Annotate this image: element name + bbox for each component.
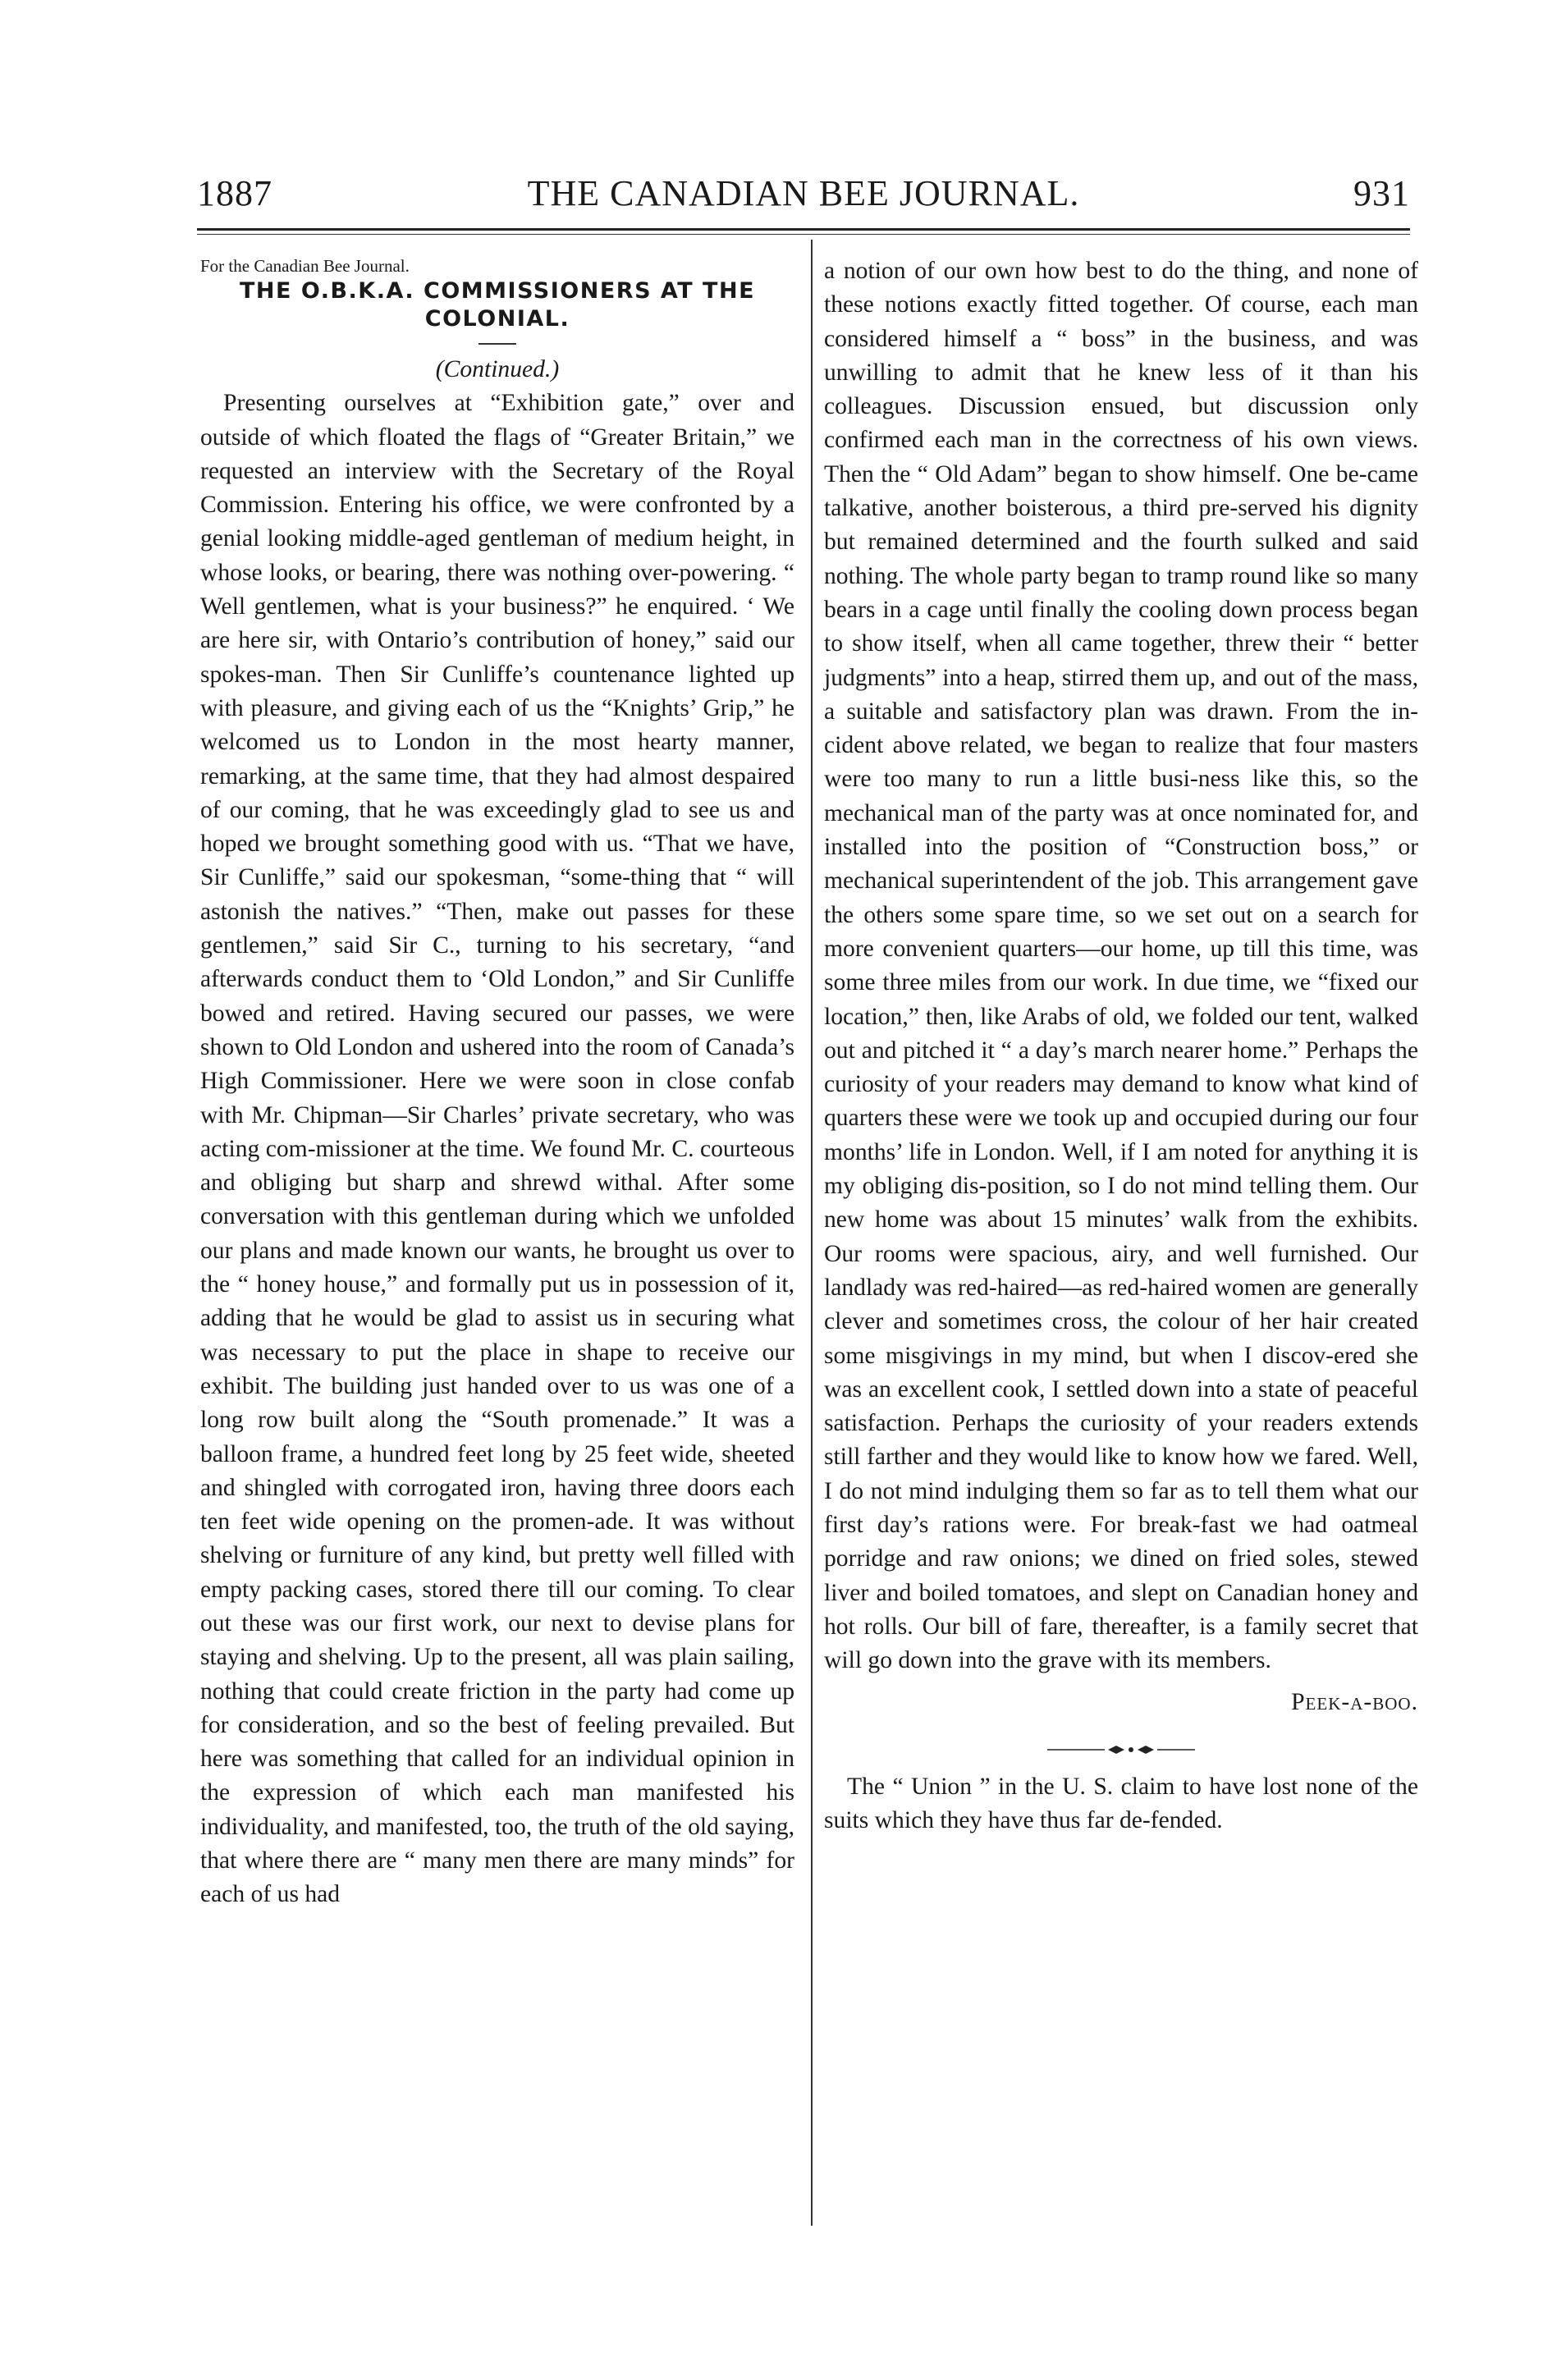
page-number: 931: [1353, 173, 1410, 213]
article-headline: THE O.B.K.A. COMMISSIONERS AT THE COLONIAL.: [239, 278, 756, 332]
author-signature: Peek-a-boo.: [1291, 1689, 1418, 1716]
right-column: [824, 254, 1418, 1838]
continued-note: (Continued.): [435, 356, 560, 382]
ornament-divider-icon: [1039, 1744, 1203, 1755]
left-column: [200, 254, 794, 1912]
source-note: For the Canadian Bee Journal.: [200, 256, 410, 276]
article-body-left: Presenting ourselves at “Exhibition gate,” over and outside of which floated the flags of “Greater Britain,” we requested an interview with the Secretary of the Royal Commission. Entering his office, we were confronted by a genial looking middle-aged gentleman of medium height, in whose looks, or bearing, there was nothing over-powering. “ Well gentlemen, what is your business?” he enquired. ‘ We are here sir, with Ontario’s contribution of honey,” said our spokes-man. Then Sir Cunliffe’s countenance lighted up with pleasure, and giving each of us the “Knights’ Grip,” he welcomed us to London in the most hearty manner, remarking, at the same time, that they had almost despaired of our coming, that he was exceedingly glad to see us and hoped we brought something good with us. “That we have, Sir Cunliffe,” said our spokesman, “some-thing that “ will astonish the natives.” “Then, make out passes for these gentlemen,” said Sir C., turning to his secretary, “and afterwards conduct them to ‘Old London,” and Sir Cunliffe bowed and retired. Having secured our passes, we were shown to Old London and ushered into the room of Canada’s High Commissioner. Here we were soon in close confab with Mr. Chipman—Sir Charles’ private secretary, who was acting com-missioner at the time. We found Mr. C. courteous and obliging but sharp and shrewd withal. After some conversation with this gentleman during which we unfolded our plans and made known our wants, he brought us over to the “ honey house,” and formally put us in possession of it, adding that he would be glad to assist us in securing what was necessary to put the place in shape to receive our exhibit. The building just handed over to us was one of a long row built along the “South promenade.” It was a balloon frame, a hundred feet long by 25 feet wide, sheeted and shingled with corrogated iron, having three doors each ten feet wide opening on the promen-ade. It was without shelving or furniture of any kind, but pretty well filled with empty packing cases, stored there till our coming. To clear out these was our first work, our next to devise plans for staying and shelving. Up to the present, all was plain sailing, nothing that could create friction in the party had come up for consideration, and so the best of feeling prevailed. But here was something that called for an individual opinion in the expression of which each man manifested his individuality, and manifested, too, the truth of the old saying, that where there are “ many men there are many minds” for each of us had: [200, 390, 794, 1908]
union-note: The “ Union ” in the U. S. claim to have lost none of the suits which they have thus far de-fended.: [824, 1774, 1418, 1834]
header-rule: [197, 228, 1410, 231]
journal-title: THE CANADIAN BEE JOURNAL.: [527, 173, 1080, 213]
header-rule-thin: [197, 234, 1410, 235]
page-header: [197, 169, 1410, 218]
section-ornament: [824, 1732, 1418, 1765]
headline-rule: [478, 343, 516, 345]
header-year: 1887: [197, 173, 272, 213]
column-divider: [811, 240, 813, 2226]
article-body-right: a notion of our own how best to do the thing, and none of these notions exactly fitted together. Of course, each man considered himself a “ boss” in the business, and was unwilling to admit that he knew less of it than his colleagues. Discussion ensued, but discussion only confirmed each man in the correctness of his own views. Then the “ Old Adam” began to show himself. One be-came talkative, another boisterous, a third pre-served his dignity but remained determined and the fourth sulked and said nothing. The whole party began to tramp round like so many bears in a cage until finally the cooling down process began to show itself, when all came together, threw their “ better judgments” into a heap, stirred them up, and out of the mass, a suitable and satisfactory plan was drawn. From the in-cident above related, we began to realize that four masters were too many to run a little busi-ness like this, so the mechanical man of the party was at once nominated for, and installed into the position of “Construction boss,” or mechanical superintendent of the job. This arrangement gave the others some spare time, so we set out on a search for more convenient quarters—our home, up till this time, was some three miles from our work. In due time, we “fixed our location,” then, like Arabs of old, we folded our tent, walked out and pitched it “ a day’s march nearer home.” Perhaps the curiosity of your readers may demand to know what kind of quarters these were we took up and occupied during our four months’ life in London. Well, if I am noted for anything it is my obliging dis-position, so I do not mind telling them. Our new home was about 15 minutes’ walk from the exhibits. Our rooms were spacious, airy, and well furnished. Our landlady was red-haired—as red-haired women are generally clever and sometimes cross, the colour of her hair created some misgivings in my mind, but when I discov-ered she was an excellent cook, I settled down into a state of peaceful satisfaction. Perhaps the curiosity of your readers extends still farther and they would like to know how we fared. Well, I do not mind indulging them so far as to tell them what our first day’s rations were. For break-fast we had oatmeal porridge and raw onions; we dined on fried soles, stewed liver and boiled tomatoes, and slept on Canadian honey and hot rolls. Our bill of fare, thereafter, is a family secret that will go down into the grave with its members.: [824, 258, 1418, 1674]
